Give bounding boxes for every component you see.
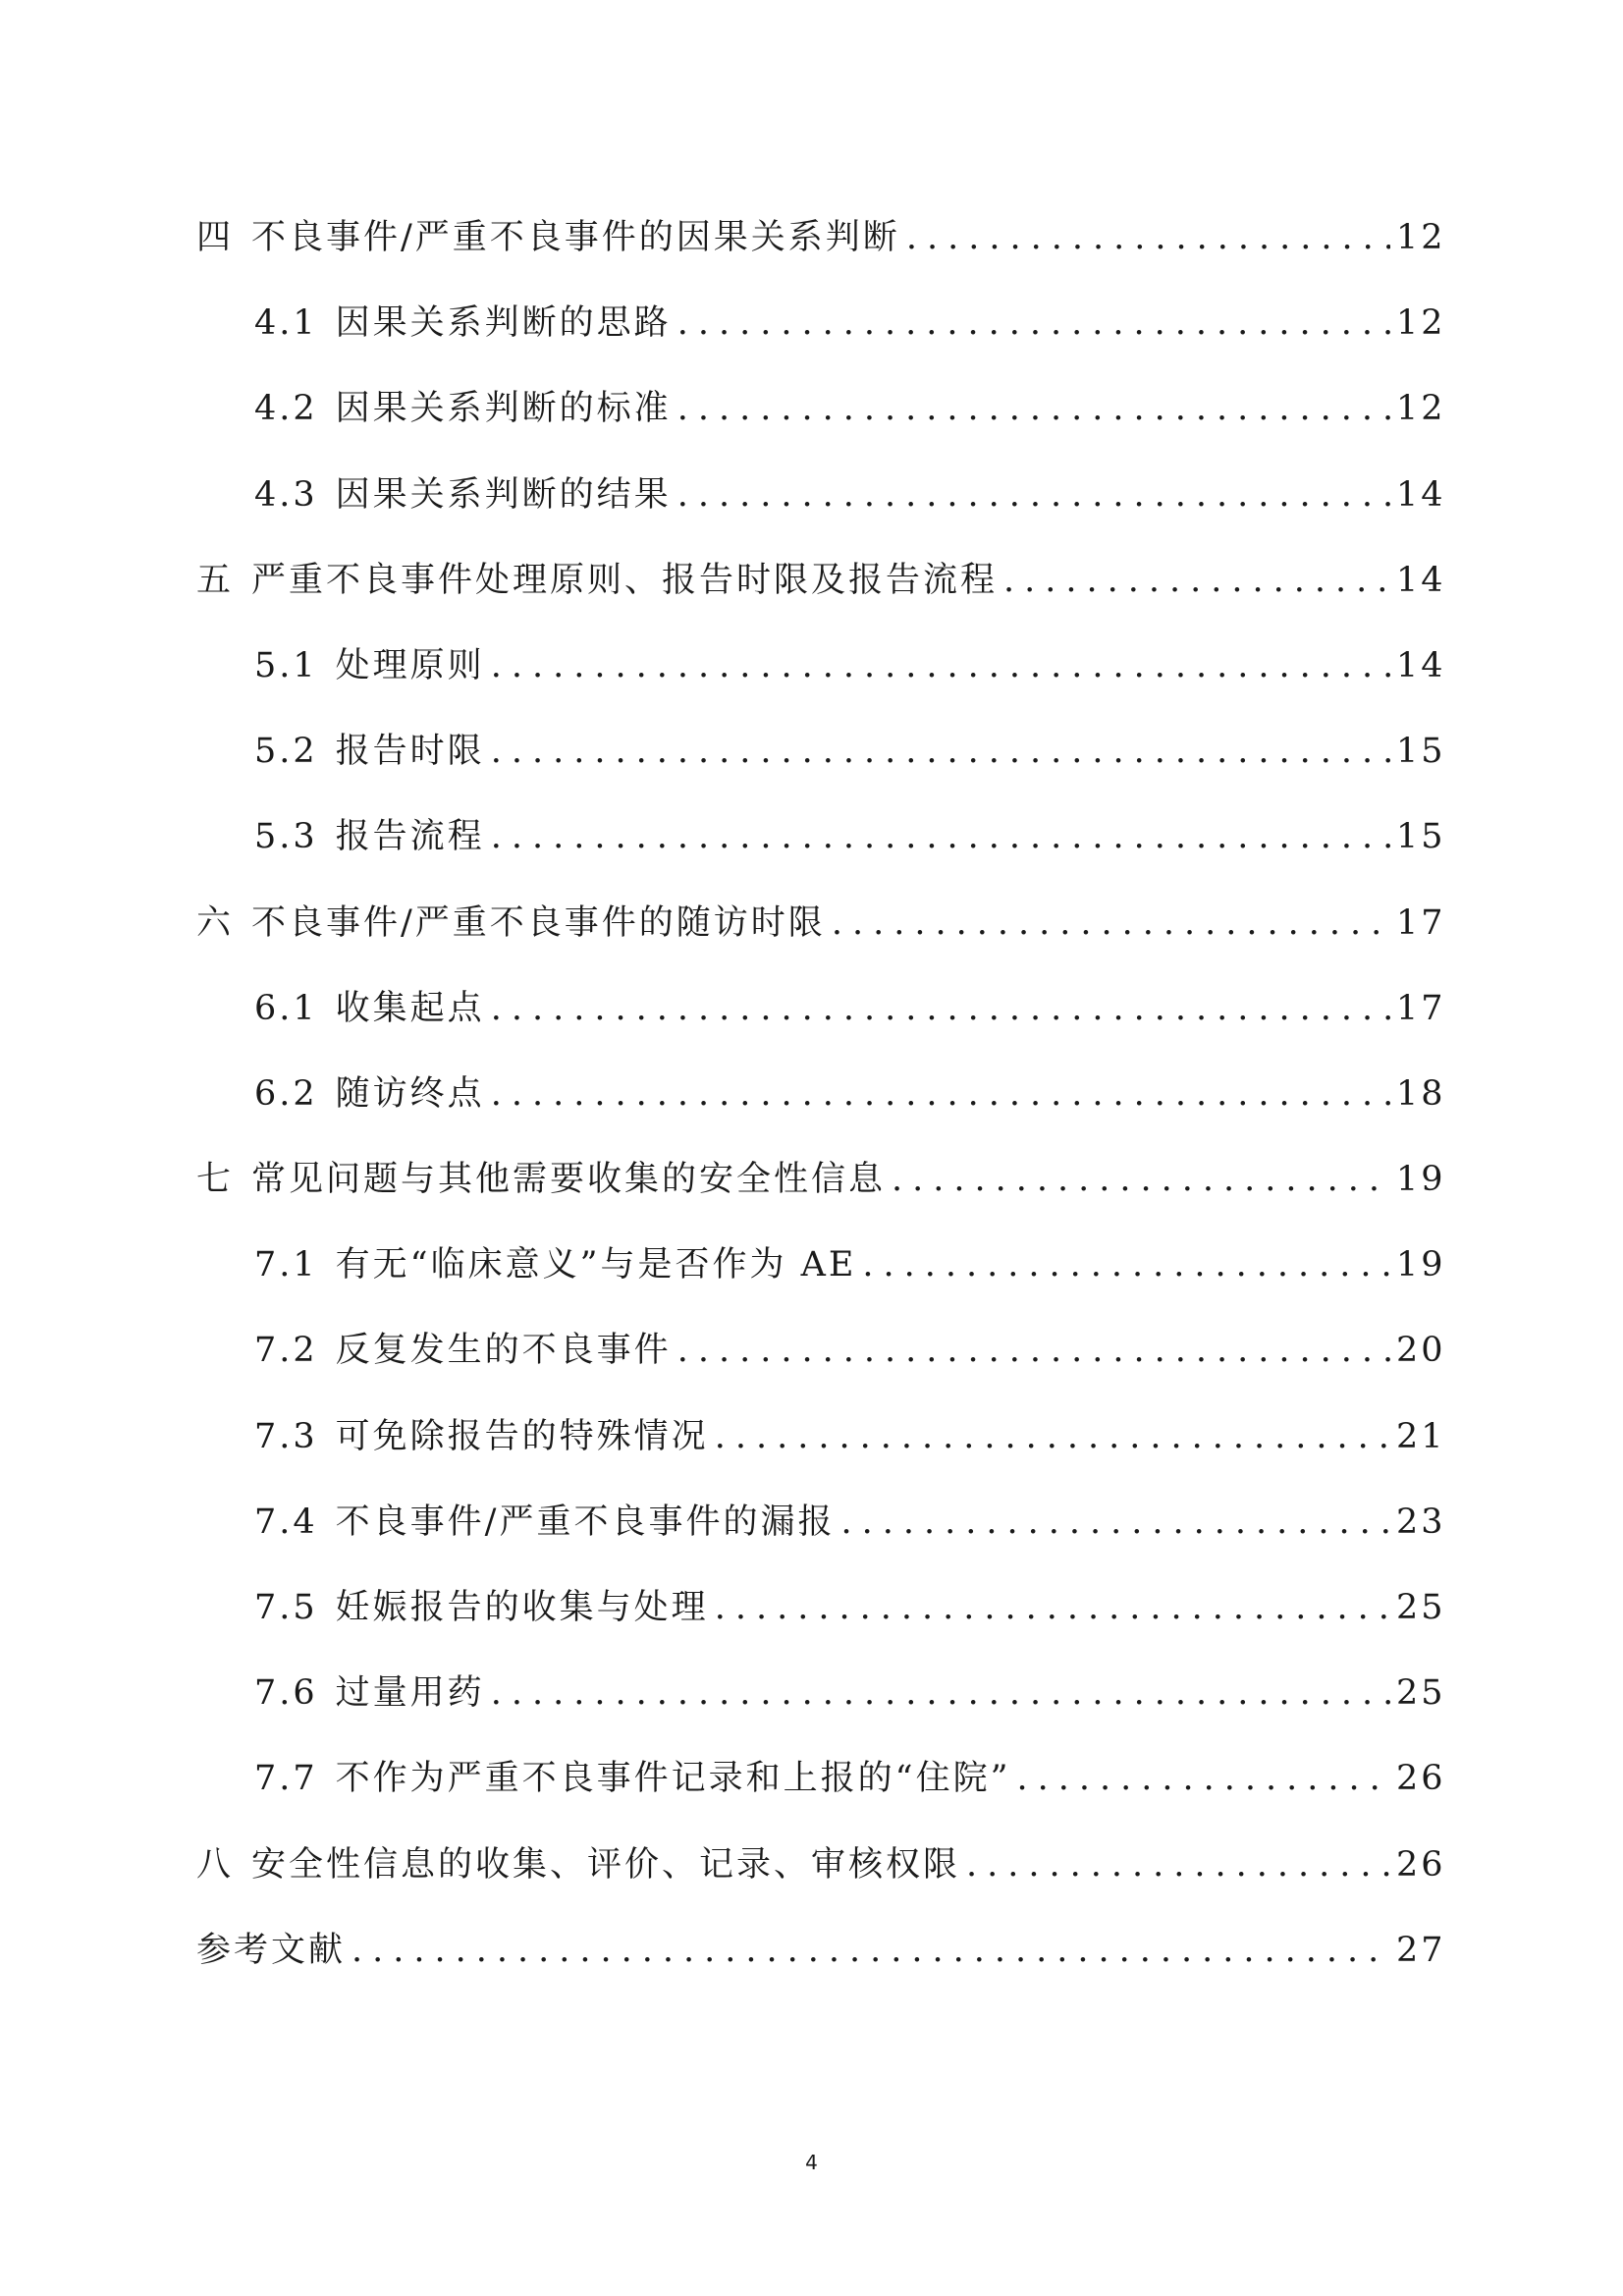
toc-entry[interactable] <box>196 379 1446 465</box>
toc-entry-number: 7.1 <box>254 1245 318 1285</box>
toc-entry[interactable] <box>196 894 1446 979</box>
toc-entry-title: 因果关系判断的思路 <box>335 303 672 344</box>
toc-dot-leader <box>906 208 1390 267</box>
toc-dot-leader <box>892 1150 1390 1209</box>
toc-entry-title: 可免除报告的特殊情况 <box>335 1416 709 1456</box>
toc-entry[interactable] <box>196 551 1446 636</box>
toc-entry-title: 过量用药 <box>335 1673 485 1714</box>
toc-entry[interactable] <box>196 465 1446 551</box>
toc-entry-number: 7.4 <box>254 1502 318 1542</box>
table-of-contents <box>196 208 1446 2006</box>
toc-entry-number: 4.2 <box>254 389 318 429</box>
toc-entry[interactable] <box>196 1921 1446 2006</box>
toc-entry[interactable] <box>196 208 1446 294</box>
toc-entry-title: 报告时限 <box>335 732 485 772</box>
toc-entry-title: 严重不良事件处理原则、报告时限及报告流程 <box>251 560 999 600</box>
toc-entry-number: 4.1 <box>254 303 318 344</box>
toc-entry-number: 7.3 <box>254 1416 318 1456</box>
toc-entry-page: 12 <box>1396 389 1446 429</box>
toc-entry-page: 17 <box>1396 902 1446 943</box>
toc-entry-number: 7.2 <box>254 1331 318 1371</box>
toc-entry-number: 五 <box>196 560 235 600</box>
toc-entry-title: 不良事件/严重不良事件的随访时限 <box>251 902 826 943</box>
toc-dot-leader <box>1016 1749 1390 1808</box>
toc-dot-leader <box>491 807 1390 866</box>
toc-entry-title: 不良事件/严重不良事件的漏报 <box>335 1502 836 1542</box>
toc-entry-page: 27 <box>1396 1930 1446 1970</box>
toc-entry-page: 26 <box>1396 1844 1446 1885</box>
toc-entry[interactable] <box>196 979 1446 1065</box>
toc-entry-page: 20 <box>1396 1331 1446 1371</box>
toc-entry-number: 6.1 <box>254 988 318 1028</box>
toc-entry-number: 5.3 <box>254 817 318 857</box>
toc-entry-page: 14 <box>1396 560 1446 600</box>
toc-entry-number: 6.2 <box>254 1073 318 1114</box>
toc-entry-page: 12 <box>1396 303 1446 344</box>
toc-entry-page: 14 <box>1396 474 1446 515</box>
toc-entry-page: 23 <box>1396 1502 1446 1542</box>
toc-dot-leader <box>840 1493 1390 1552</box>
toc-entry-number: 5.1 <box>254 645 318 685</box>
toc-entry-page: 18 <box>1396 1073 1446 1114</box>
toc-entry[interactable] <box>196 294 1446 379</box>
toc-entry[interactable] <box>196 807 1446 893</box>
toc-dot-leader <box>832 894 1390 953</box>
toc-entry-title: 收集起点 <box>335 988 485 1028</box>
toc-entry-page: 12 <box>1396 218 1446 257</box>
toc-entry-number: 7.6 <box>254 1673 318 1714</box>
toc-entry-number: 5.2 <box>254 732 318 772</box>
toc-entry-title: 妊娠报告的收集与处理 <box>335 1588 709 1627</box>
toc-dot-leader <box>491 722 1390 781</box>
toc-entry-page: 17 <box>1396 988 1446 1028</box>
toc-entry-page: 15 <box>1396 732 1446 772</box>
toc-entry[interactable] <box>196 1835 1446 1921</box>
toc-entry-page: 19 <box>1396 1160 1446 1200</box>
toc-entry[interactable] <box>196 1407 1446 1493</box>
toc-entry-title: 因果关系判断的结果 <box>335 474 672 515</box>
toc-dot-leader <box>491 1664 1390 1722</box>
toc-entry-number: 7.5 <box>254 1588 318 1627</box>
toc-entry-title: 参考文献 <box>196 1930 347 1970</box>
toc-entry-number: 七 <box>196 1160 235 1200</box>
toc-dot-leader <box>715 1578 1390 1637</box>
toc-dot-leader <box>491 979 1390 1038</box>
toc-entry-page: 14 <box>1396 645 1446 685</box>
toc-entry-title: 反复发生的不良事件 <box>335 1331 672 1371</box>
toc-entry-title: 随访终点 <box>335 1073 485 1114</box>
toc-dot-leader <box>862 1235 1390 1294</box>
toc-entry-number: 六 <box>196 902 235 943</box>
toc-dot-leader <box>352 1921 1390 1980</box>
toc-dot-leader <box>677 465 1390 524</box>
toc-entry[interactable] <box>196 1664 1446 1749</box>
toc-dot-leader <box>677 294 1390 353</box>
toc-entry-title: 处理原则 <box>335 645 485 685</box>
toc-entry-page: 26 <box>1396 1759 1446 1799</box>
toc-dot-leader <box>677 1321 1390 1380</box>
toc-dot-leader <box>1003 551 1390 610</box>
toc-entry-title: 因果关系判断的标准 <box>335 389 672 429</box>
toc-dot-leader <box>677 379 1390 438</box>
toc-entry-title: 常见问题与其他需要收集的安全性信息 <box>251 1160 887 1200</box>
toc-entry[interactable] <box>196 1150 1446 1235</box>
toc-entry-page: 15 <box>1396 817 1446 857</box>
toc-entry-number: 7.7 <box>254 1759 318 1799</box>
toc-entry[interactable] <box>196 1065 1446 1150</box>
page-number: 4 <box>805 2151 818 2174</box>
toc-entry-page: 21 <box>1396 1416 1446 1456</box>
toc-dot-leader <box>715 1407 1390 1466</box>
toc-entry-page: 25 <box>1396 1673 1446 1714</box>
toc-entry-title: 报告流程 <box>335 817 485 857</box>
toc-entry[interactable] <box>196 1321 1446 1406</box>
toc-entry[interactable] <box>196 1493 1446 1578</box>
toc-entry-title: 安全性信息的收集、评价、记录、审核权限 <box>251 1844 961 1885</box>
toc-entry-number: 四 <box>196 218 235 257</box>
toc-entry-title: 不作为严重不良事件记录和上报的“住院” <box>335 1759 1011 1799</box>
toc-entry[interactable] <box>196 1749 1446 1834</box>
toc-entry-title: 有无“临床意义”与是否作为 AE <box>335 1245 857 1285</box>
toc-entry[interactable] <box>196 1578 1446 1664</box>
toc-entry[interactable] <box>196 636 1446 722</box>
toc-dot-leader <box>491 636 1390 695</box>
toc-dot-leader <box>491 1065 1390 1123</box>
toc-dot-leader <box>966 1835 1390 1894</box>
toc-entry-page: 19 <box>1396 1245 1446 1285</box>
toc-entry-page: 25 <box>1396 1588 1446 1627</box>
toc-entry[interactable] <box>196 722 1446 807</box>
toc-entry[interactable] <box>196 1235 1446 1321</box>
toc-entry-number: 4.3 <box>254 474 318 515</box>
toc-entry-title: 不良事件/严重不良事件的因果关系判断 <box>251 218 900 257</box>
toc-entry-number: 八 <box>196 1844 235 1885</box>
